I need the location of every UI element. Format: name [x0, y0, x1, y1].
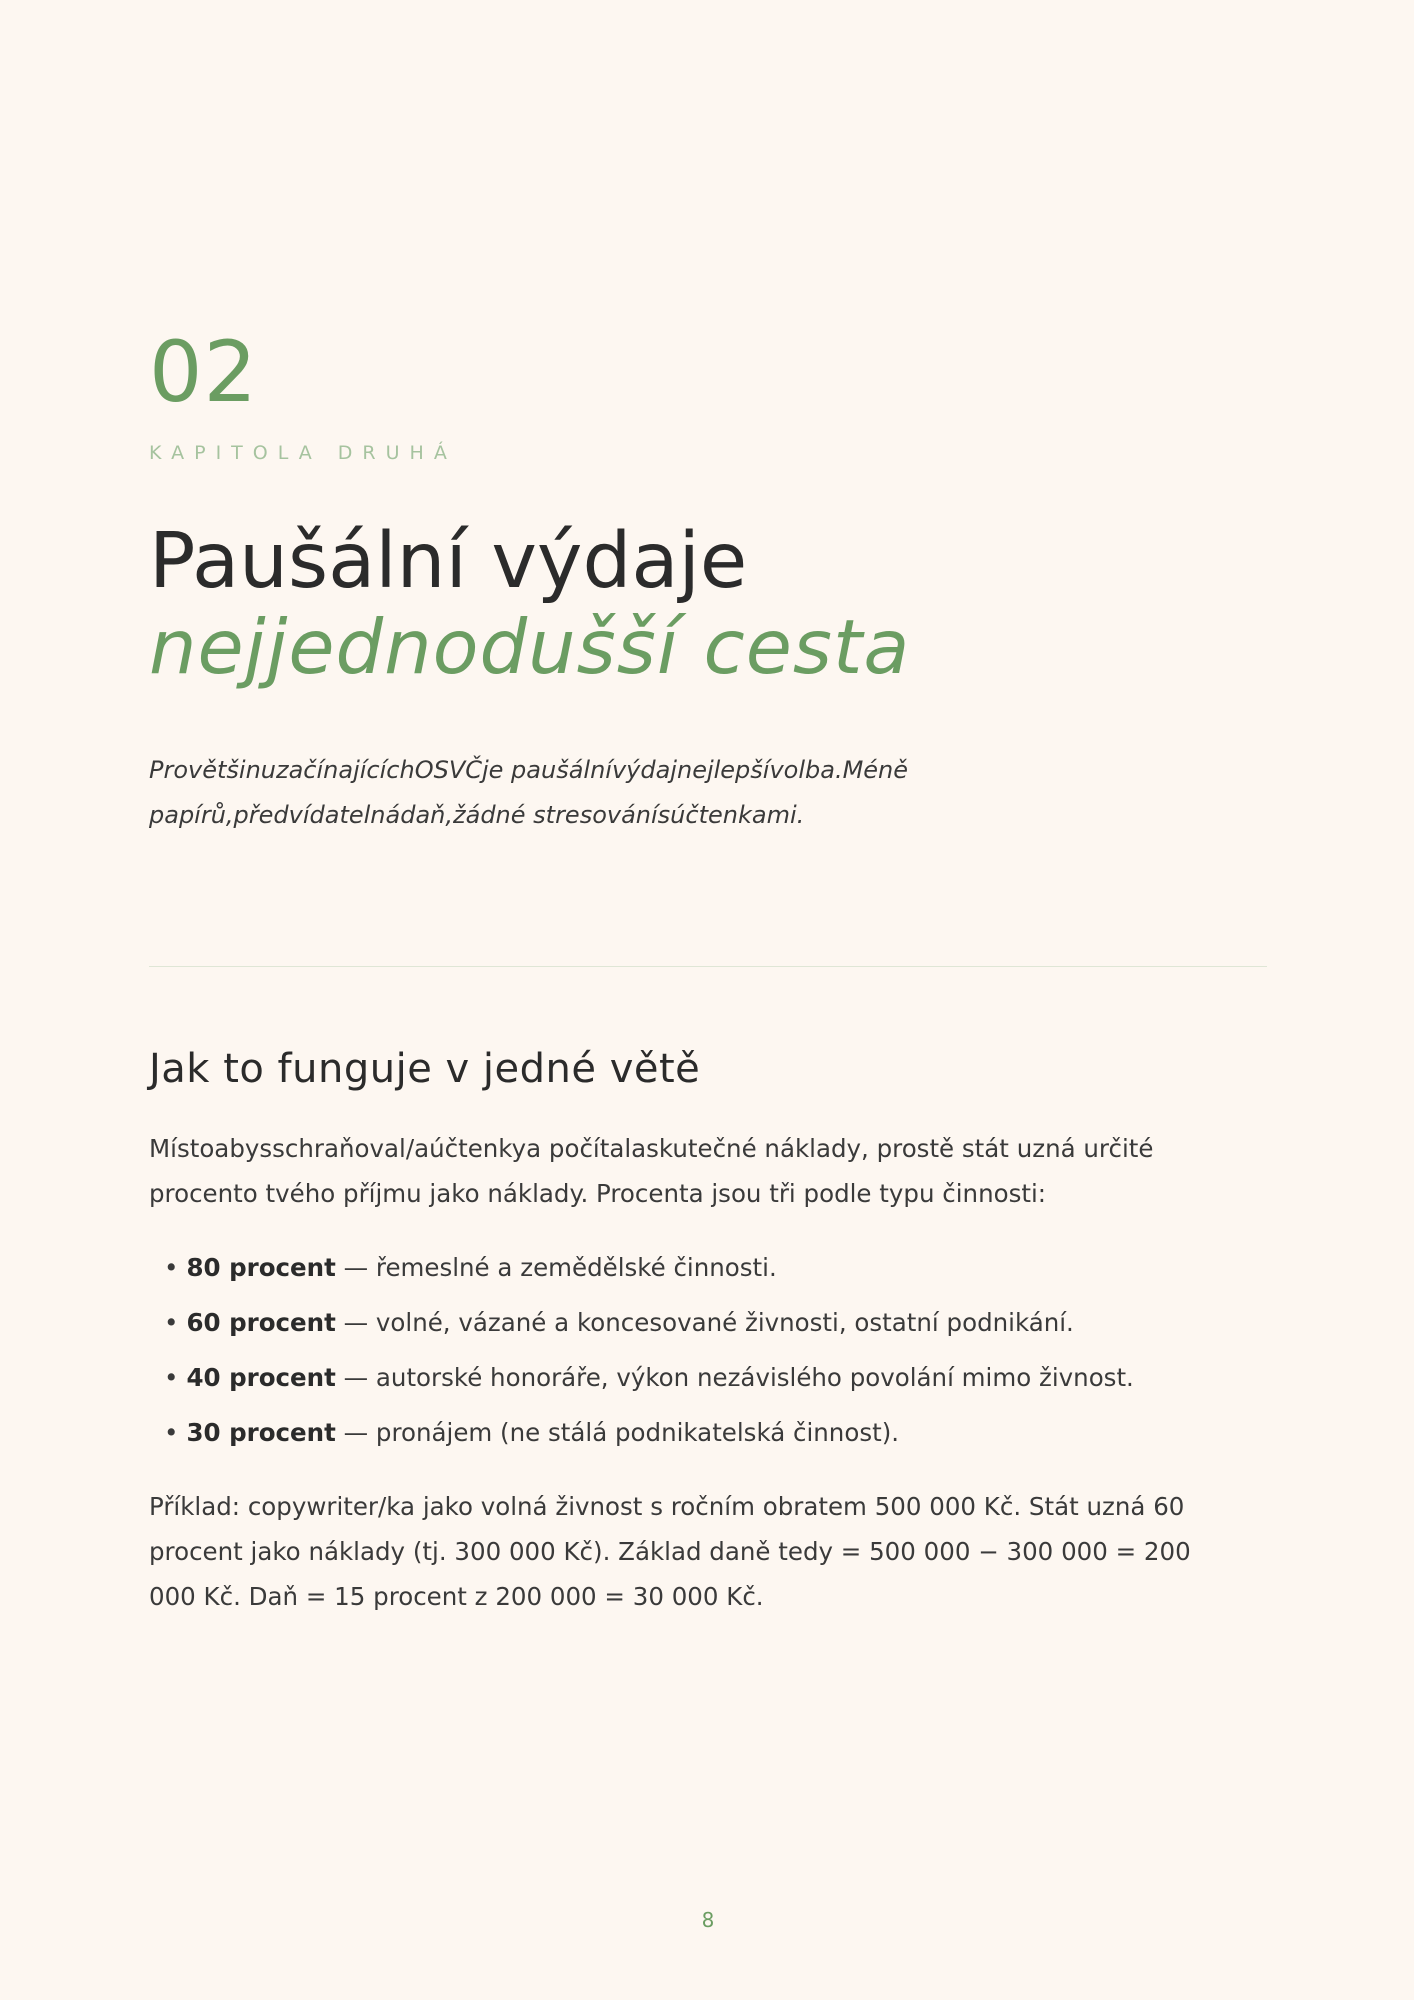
rates-list [164, 1240, 1134, 1460]
rate-description: — řemeslné a zemědělské činnosti. [335, 1253, 777, 1282]
intro-line: Místoabysschraňoval/aúčtenkya počítalaskutečné náklady, prostě stát uzná určité [149, 1134, 1154, 1163]
example-line: procent jako náklady (tj. 300 000 Kč). Základ daně tedy = 500 000 − 300 000 = 200 [149, 1537, 1191, 1566]
page-title: Paušální výdaje [149, 517, 748, 606]
example-paragraph [149, 1484, 1267, 1619]
list-item [164, 1405, 1134, 1460]
rate-description: — autorské honoráře, výkon nezávislého povolání mimo živnost. [335, 1363, 1134, 1392]
lead-paragraph [149, 748, 1149, 838]
example-line: Příklad: copywriter/ka jako volná živnost s ročním obratem 500 000 Kč. Stát uzná 60 [149, 1492, 1185, 1521]
section-divider [149, 966, 1267, 967]
intro-paragraph [149, 1126, 1267, 1216]
example-line: 000 Kč. Daň = 15 procent z 200 000 = 30 000 Kč. [149, 1582, 764, 1611]
chapter-number: 02 [149, 323, 258, 421]
rate-value: 80 procent [186, 1253, 336, 1282]
bullet-icon: • [164, 1418, 179, 1447]
rate-description: — volné, vázané a koncesované živnosti, ostatní podnikání. [335, 1308, 1074, 1337]
list-item [164, 1295, 1134, 1350]
section-heading: Jak to funguje v jedné větě [149, 1046, 701, 1092]
chapter-label: KAPITOLA DRUHÁ [149, 442, 457, 464]
intro-line: procento tvého příjmu jako náklady. Procenta jsou tři podle typu činnosti: [149, 1179, 1047, 1208]
lead-line: ProvětšinuzačínajícíchOSVČje paušálnívýdajnejlepšívolba.Méně [149, 756, 909, 784]
list-item [164, 1350, 1134, 1405]
rate-value: 30 procent [186, 1418, 336, 1447]
rate-description: — pronájem (ne stálá podnikatelská činnost). [335, 1418, 900, 1447]
document-page [149, 0, 1267, 2000]
page-subtitle: nejjednodušší cesta [149, 603, 911, 691]
page-number: 8 [701, 1908, 715, 1932]
lead-line: papírů,předvídatelnádaň,žádné stresovánísúčtenkami. [149, 801, 805, 829]
bullet-icon: • [164, 1253, 179, 1282]
rate-value: 60 procent [186, 1308, 336, 1337]
list-item [164, 1240, 1134, 1295]
bullet-icon: • [164, 1363, 179, 1392]
bullet-icon: • [164, 1308, 179, 1337]
rate-value: 40 procent [186, 1363, 336, 1392]
